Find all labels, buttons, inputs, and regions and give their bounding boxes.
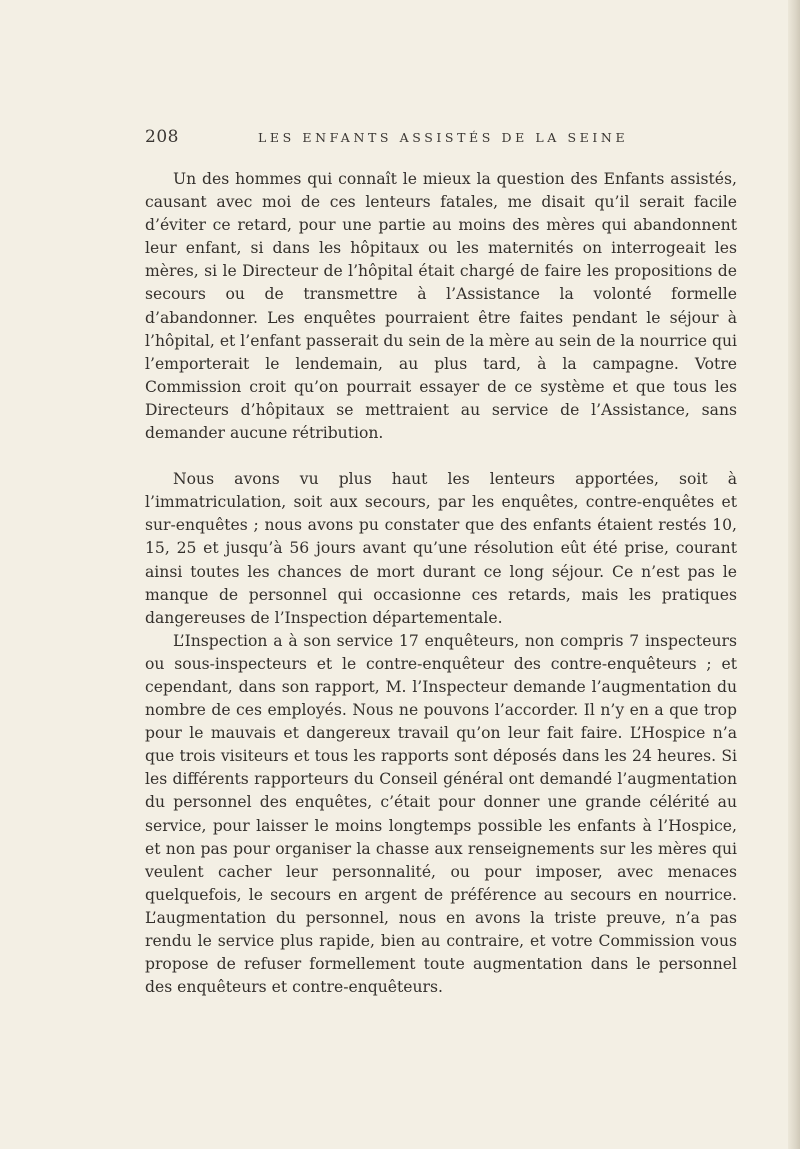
page-number: 208 bbox=[145, 127, 179, 147]
running-title: LES ENFANTS ASSISTÉS DE LA SEINE bbox=[258, 130, 629, 145]
running-head bbox=[145, 127, 737, 151]
paragraph-3: L’Inspection a à son service 17 enquêteurs, non compris 7 inspecteurs ou sous-inspecteurs et le contre-enquêteur des contre-enquêteurs ; et cependant, dans son rapport, M. l’Inspecteur demande l’augmentation du nombre de ces employés. Nous ne pouvons l’accorder. Il n’y en a que trop pour le mauvais et dangereux travail qu’on leur fait faire. L’Hospice n’a que trois visiteurs et tous les rapports sont déposés dans les 24 heures. Si les différents rapporteurs du Conseil général ont demandé l’augmentation du personnel des enquêtes, c’était pour donner une grande célérité au service, pour laisser le moins longtemps possible les enfants à l’Hospice, et non pas pour organiser la chasse aux renseignements sur les mères qui veulent cacher leur personnalité, ou pour imposer, avec menaces quelquefois, le secours en argent de préférence au secours en nourrice. L’augmentation du personnel, nous en avons la triste preuve, n’a pas rendu le service plus rapide, bien au contraire, et votre Commission vous propose de refuser formellement toute augmentation dans le personnel des enquêteurs et contre-enquêteurs. bbox=[145, 631, 737, 997]
page-edge bbox=[788, 0, 800, 1149]
paragraph-1: Un des hommes qui connaît le mieux la question des Enfants assistés, causant avec moi de ces lenteurs fatales, me disait qu’il serait facile d’éviter ce retard, pour une partie au moins des mères qui abandonnent leur enfant, si dans les hôpitaux ou les maternités on interrogeait les mères, si le Directeur de l’hôpital était chargé de faire les propositions de secours ou de transmettre à l’Assistance la volonté formelle d’abandonner. Les enquêtes pourraient être faites pendant le séjour à l’hôpital, et l’enfant passerait du sein de la mère au sein de la nourrice qui l’emporterait le lendemain, au plus tard, à la campagne. Votre Commission croit qu’on pourrait essayer de ce système et que tous les Directeurs d’hôpitaux se mettraient au service de l’Assistance, sans demander aucune rétribution. bbox=[145, 170, 737, 443]
paragraph-2: Nous avons vu plus haut les lenteurs apportées, soit à l’immatriculation, soit aux secours, par les enquêtes, contre-enquêtes et sur-enquêtes ; nous avons pu constater que des enfants étaient restés 10, 15, 25 et jusqu’à 56 jours avant qu’une résolution eût été prise, courant ainsi toutes les chances de mort durant ce long séjour. Ce n’est pas le manque de personnel qui occasionne ces retards, mais les pratiques dangereuses de l’Inspection départementale. bbox=[145, 470, 737, 627]
body-text bbox=[145, 168, 737, 999]
